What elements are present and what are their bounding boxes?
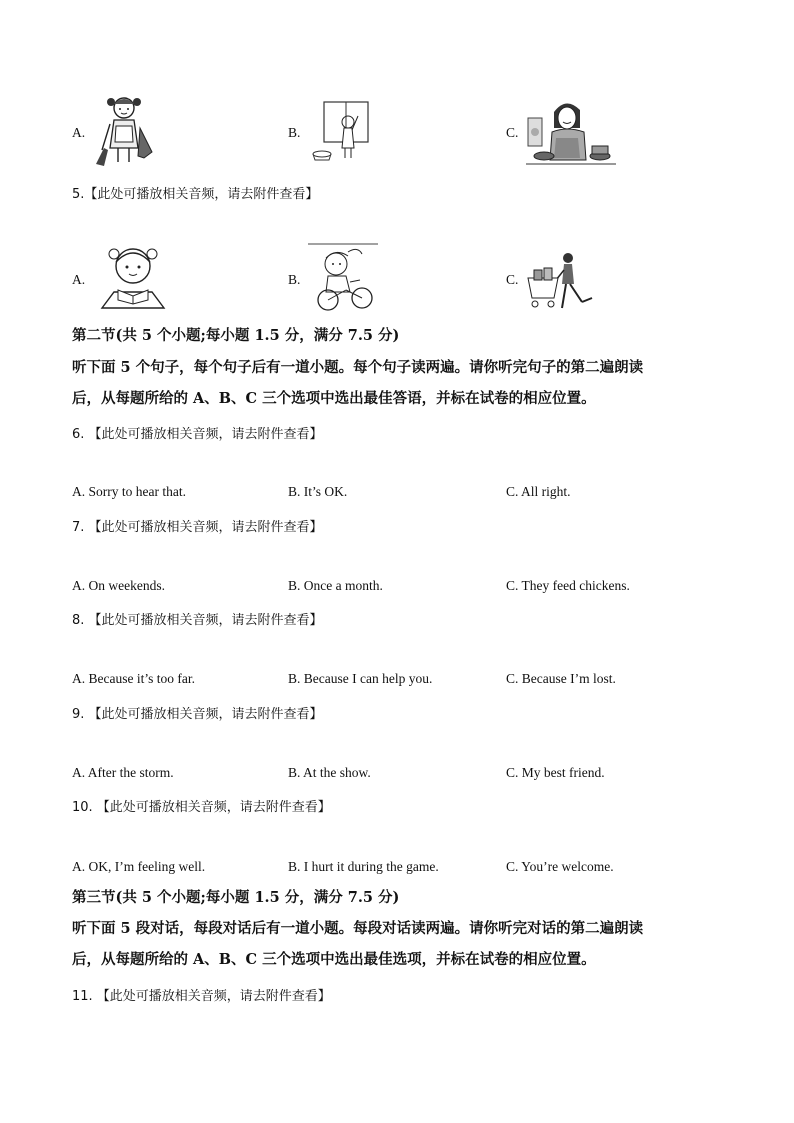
q8-prompt: 8. 【此处可播放相关音频，请去附件查看】 [72, 613, 323, 628]
q9-prompt: 9. 【此处可播放相关音频，请去附件查看】 [72, 707, 323, 722]
section3-instruction-line2: 后，从每题所给的 A、B、C 三个选项中选出最佳选项，并标在试卷的相应位置。 [72, 951, 596, 968]
q10-option-a: A. OK, I’m feeling well. [72, 859, 206, 874]
q8-option-b: B. Because I can help you. [288, 671, 433, 686]
q9-option-b: B. At the show. [288, 765, 371, 780]
q8-option-a: A. Because it’s too far. [72, 671, 195, 686]
woman-shopping-cart-icon [522, 250, 596, 312]
q7-prompt: 7. 【此处可播放相关音频，请去附件查看】 [72, 520, 323, 535]
q8-option-c: C. Because I’m lost. [506, 671, 616, 686]
q10-option-b: B. I hurt it during the game. [288, 859, 439, 874]
q5-option-b-label: B. [288, 272, 301, 287]
q5-option-a-label: A. [72, 272, 86, 287]
section2-instruction-line1: 听下面 5 个句子，每个句子后有一道小题。每个句子读两遍。请你听完句子的第二遍朗读 [72, 359, 644, 376]
woman-cooking-icon [526, 98, 616, 168]
q6-option-c: C. All right. [506, 484, 571, 499]
q4-option-b-label: B. [288, 125, 301, 140]
q6-option-a: A. Sorry to hear that. [72, 484, 186, 499]
q5-option-c-label: C. [506, 272, 519, 287]
q10-prompt: 10. 【此处可播放相关音频，请去附件查看】 [72, 800, 331, 815]
section2-instruction-line2: 后，从每题所给的 A、B、C 三个选项中选出最佳答语，并标在试卷的相应位置。 [72, 390, 596, 407]
q6-prompt: 6. 【此处可播放相关音频，请去附件查看】 [72, 427, 323, 442]
q4-option-c-label: C. [506, 125, 519, 140]
q6-option-b: B. It’s OK. [288, 484, 348, 499]
q7-option-b: B. Once a month. [288, 578, 383, 593]
q5-prompt: 5.【此处可播放相关音频，请去附件查看】 [72, 187, 319, 202]
q7-option-c: C. They feed chickens. [506, 578, 630, 593]
girl-cycling-icon [306, 242, 380, 314]
q7-option-a: A. On weekends. [72, 578, 165, 593]
q11-prompt: 11. 【此处可播放相关音频，请去附件查看】 [72, 989, 331, 1004]
q10-option-c: C. You’re welcome. [506, 859, 614, 874]
girl-reading-icon [100, 240, 166, 312]
child-cleaning-window-icon [310, 100, 372, 166]
q4-option-a-label: A. [72, 125, 86, 140]
section3-instruction-line1: 听下面 5 段对话，每段对话后有一道小题。每段对话读两遍。请你听完对话的第二遍朗读 [72, 920, 644, 937]
section2-title: 第二节(共 5 个小题;每小题 1.5 分，满分 7.5 分) [72, 327, 400, 344]
girl-sweeping-icon [96, 92, 158, 168]
q9-option-a: A. After the storm. [72, 765, 174, 780]
section3-title: 第三节(共 5 个小题;每小题 1.5 分，满分 7.5 分) [72, 889, 400, 906]
q9-option-c: C. My best friend. [506, 765, 605, 780]
